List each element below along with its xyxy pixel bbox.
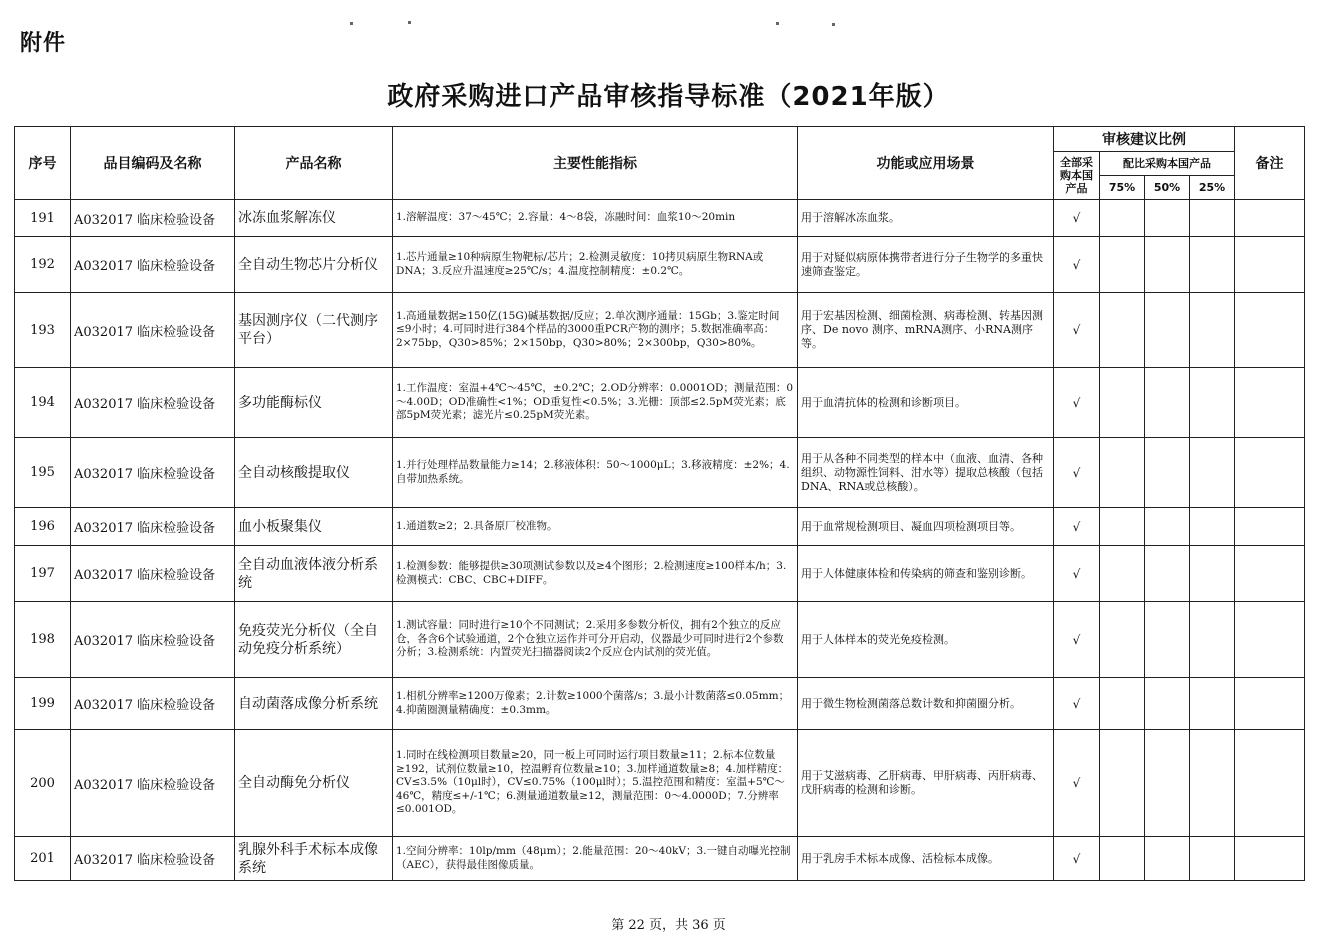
table-row [15, 200, 1305, 237]
header-function: 功能或应用场景 [798, 127, 1054, 200]
row-remarks [1235, 837, 1305, 881]
row-50 [1145, 730, 1190, 837]
page-title: 政府采购进口产品审核指导标准（2021年版） [387, 82, 950, 112]
header-code: 品目编码及名称 [71, 127, 235, 200]
row-50 [1145, 678, 1190, 730]
header-product: 产品名称 [235, 127, 393, 200]
row-25 [1190, 837, 1235, 881]
row-function: 用于乳房手术标本成像、活检标本成像。 [798, 837, 1054, 881]
row-check: √ [1054, 438, 1100, 508]
table-row [15, 546, 1305, 602]
row-performance: 1.检测参数：能够提供≥30项测试参数以及≥4个图形；2.检测速度≥100样本/h；3.检测模式：CBC、CBC+DIFF。 [393, 546, 798, 602]
row-25 [1190, 602, 1235, 678]
row-function: 用于微生物检测菌落总数计数和抑菌圈分析。 [798, 678, 1054, 730]
row-seq: 199 [15, 678, 71, 730]
row-code: A032017 临床检验设备 [71, 678, 235, 730]
row-50 [1145, 200, 1190, 237]
row-check: √ [1054, 293, 1100, 368]
row-75 [1100, 837, 1145, 881]
row-function: 用于人体样本的荧光免疫检测。 [798, 602, 1054, 678]
header-50: 50% [1145, 176, 1190, 200]
row-seq: 192 [15, 237, 71, 293]
row-performance: 1.通道数≥2；2.具备原厂校准物。 [393, 508, 798, 546]
table-row [15, 237, 1305, 293]
row-remarks [1235, 730, 1305, 837]
row-product: 乳腺外科手术标本成像系统 [235, 837, 393, 881]
annex-label: 附件 [20, 31, 67, 56]
row-50 [1145, 546, 1190, 602]
row-function: 用于溶解冰冻血浆。 [798, 200, 1054, 237]
row-check: √ [1054, 602, 1100, 678]
row-50 [1145, 602, 1190, 678]
header-performance: 主要性能指标 [393, 127, 798, 200]
row-seq: 197 [15, 546, 71, 602]
row-check: √ [1054, 368, 1100, 438]
row-performance: 1.工作温度：室温+4℃～45℃，±0.2℃；2.OD分辨率：0.0001OD；测量范围：0～4.00D；OD准确性<1%；OD重复性<0.5%；3.光栅：顶部≤2.5pM荧光素；底部5pM荧光素；滤光片≤0.25pM荧光素。 [393, 368, 798, 438]
row-remarks [1235, 368, 1305, 438]
row-performance: 1.相机分辨率≥1200万像素；2.计数≥1000个菌落/s；3.最小计数菌落≤0.05mm；4.抑菌圈测量精确度：±0.3mm。 [393, 678, 798, 730]
row-25 [1190, 730, 1235, 837]
row-check: √ [1054, 730, 1100, 837]
row-remarks [1235, 602, 1305, 678]
row-code: A032017 临床检验设备 [71, 837, 235, 881]
row-product: 血小板聚集仪 [235, 508, 393, 546]
row-check: √ [1054, 508, 1100, 546]
row-performance: 1.芯片通量≥10种病原生物靶标/芯片；2.检测灵敏度：10拷贝病原生物RNA或DNA；3.反应升温速度≥25℃/s；4.温度控制精度：±0.2℃。 [393, 237, 798, 293]
table-row [15, 508, 1305, 546]
row-function: 用于血清抗体的检测和诊断项目。 [798, 368, 1054, 438]
row-seq: 191 [15, 200, 71, 237]
row-function: 用于血常规检测项目、凝血四项检测项目等。 [798, 508, 1054, 546]
row-function: 用于艾滋病毒、乙肝病毒、甲肝病毒、丙肝病毒、戊肝病毒的检测和诊断。 [798, 730, 1054, 837]
row-seq: 195 [15, 438, 71, 508]
row-function: 用于从各种不同类型的样本中（血液、血清、各种组织、动物源性饲料、泔水等）提取总核酸（包括DNA、RNA或总核酸）。 [798, 438, 1054, 508]
row-performance: 1.测试容量：同时进行≥10个不同测试；2.采用多参数分析仪，拥有2个独立的反应仓，各含6个试验通道，2个仓独立运作并可分开启动，仪器最少可同时进行2个参数分析；3.检测系统：内置荧光扫描器阅读2个反应仓内试剂的荧光值。 [393, 602, 798, 678]
row-75 [1100, 546, 1145, 602]
row-product: 冰冻血浆解冻仪 [235, 200, 393, 237]
row-75 [1100, 508, 1145, 546]
row-performance: 1.同时在线检测项目数量≥20，同一板上可同时运行项目数量≥11；2.标本位数量≥192，试剂位数量≥10，控温孵育位数量≥10；3.加样通道数量≥8；4.加样精度：CV≤3.5%（10μl时），CV≤0.75%（100μl时）；5.温控范围和精度：室温+5℃～46℃，精度≤+/-1℃；6.测量通道数量≥12，测量范围：0～4.0000D；7.分辨率≤0.001OD。 [393, 730, 798, 837]
row-seq: 200 [15, 730, 71, 837]
scan-speck [832, 23, 835, 26]
row-product: 全自动生物芯片分析仪 [235, 237, 393, 293]
scan-speck [776, 22, 779, 25]
row-75 [1100, 730, 1145, 837]
row-75 [1100, 293, 1145, 368]
row-product: 免疫荧光分析仪（全自动免疫分析系统） [235, 602, 393, 678]
row-50 [1145, 237, 1190, 293]
header-25: 25% [1190, 176, 1235, 200]
scan-speck [408, 21, 411, 24]
row-50 [1145, 438, 1190, 508]
row-code: A032017 临床检验设备 [71, 730, 235, 837]
row-50 [1145, 293, 1190, 368]
row-product: 自动菌落成像分析系统 [235, 678, 393, 730]
header-remarks: 备注 [1235, 127, 1305, 200]
row-25 [1190, 293, 1235, 368]
row-50 [1145, 368, 1190, 438]
header-75: 75% [1100, 176, 1145, 200]
row-remarks [1235, 237, 1305, 293]
row-product: 基因测序仪（二代测序平台） [235, 293, 393, 368]
row-seq: 193 [15, 293, 71, 368]
row-check: √ [1054, 237, 1100, 293]
header-seq: 序号 [15, 127, 71, 200]
row-code: A032017 临床检验设备 [71, 546, 235, 602]
row-remarks [1235, 293, 1305, 368]
row-75 [1100, 237, 1145, 293]
row-25 [1190, 368, 1235, 438]
table-row [15, 678, 1305, 730]
row-25 [1190, 200, 1235, 237]
row-remarks [1235, 438, 1305, 508]
row-check: √ [1054, 678, 1100, 730]
row-25 [1190, 508, 1235, 546]
table-row [15, 438, 1305, 508]
row-25 [1190, 546, 1235, 602]
row-code: A032017 临床检验设备 [71, 200, 235, 237]
row-75 [1100, 602, 1145, 678]
row-check: √ [1054, 200, 1100, 237]
row-remarks [1235, 546, 1305, 602]
row-product: 全自动酶免分析仪 [235, 730, 393, 837]
row-product: 全自动核酸提取仪 [235, 438, 393, 508]
row-75 [1100, 368, 1145, 438]
row-function: 用于宏基因检测、细菌检测、病毒检测、转基因测序、De novo 测序、mRNA测序、小RNA测序等。 [798, 293, 1054, 368]
row-25 [1190, 678, 1235, 730]
table-row [15, 293, 1305, 368]
standards-table [14, 126, 1305, 881]
table-row [15, 837, 1305, 881]
table-row [15, 730, 1305, 837]
row-seq: 198 [15, 602, 71, 678]
row-function: 用于对疑似病原体携带者进行分子生物学的多重快速筛查鉴定。 [798, 237, 1054, 293]
row-code: A032017 临床检验设备 [71, 508, 235, 546]
row-product: 全自动血液体液分析系统 [235, 546, 393, 602]
row-seq: 196 [15, 508, 71, 546]
row-seq: 201 [15, 837, 71, 881]
row-check: √ [1054, 837, 1100, 881]
scan-speck [350, 22, 353, 25]
header-all-domestic: 全部采购本国产品 [1054, 152, 1100, 200]
table-row [15, 602, 1305, 678]
row-code: A032017 临床检验设备 [71, 293, 235, 368]
row-code: A032017 临床检验设备 [71, 368, 235, 438]
row-50 [1145, 837, 1190, 881]
row-remarks [1235, 200, 1305, 237]
header-partial-domestic: 配比采购本国产品 [1100, 152, 1235, 176]
row-performance: 1.溶解温度：37～45℃；2.容量：4～8袋，冻融时间：血浆10～20min [393, 200, 798, 237]
row-code: A032017 临床检验设备 [71, 438, 235, 508]
table-row [15, 368, 1305, 438]
row-check: √ [1054, 546, 1100, 602]
row-code: A032017 临床检验设备 [71, 602, 235, 678]
row-50 [1145, 508, 1190, 546]
row-product: 多功能酶标仪 [235, 368, 393, 438]
row-seq: 194 [15, 368, 71, 438]
page-footer: 第 22 页，共 36 页 [611, 918, 726, 933]
header-ratio-group: 审核建议比例 [1054, 127, 1235, 152]
row-performance: 1.并行处理样品数量能力≥14；2.移液体积：50～1000μL；3.移液精度：±2%；4.自带加热系统。 [393, 438, 798, 508]
row-25 [1190, 438, 1235, 508]
row-remarks [1235, 678, 1305, 730]
row-remarks [1235, 508, 1305, 546]
row-code: A032017 临床检验设备 [71, 237, 235, 293]
row-75 [1100, 200, 1145, 237]
row-75 [1100, 438, 1145, 508]
row-25 [1190, 237, 1235, 293]
row-performance: 1.空间分辨率：10lp/mm（48μm）；2.能量范围：20～40kV；3.一键自动曝光控制（AEC），获得最佳图像质量。 [393, 837, 798, 881]
row-performance: 1.高通量数据≥150亿(15G)碱基数据/反应；2.单次测序通量：15Gb；3.鉴定时间≤9小时；4.可同时进行384个样品的3000重PCR产物的测序；5.数据准确率高：2×75bp，Q30>85%；2×150bp，Q30>80%；2×300bp，Q30>80%。 [393, 293, 798, 368]
row-function: 用于人体健康体检和传染病的筛查和鉴别诊断。 [798, 546, 1054, 602]
row-75 [1100, 678, 1145, 730]
